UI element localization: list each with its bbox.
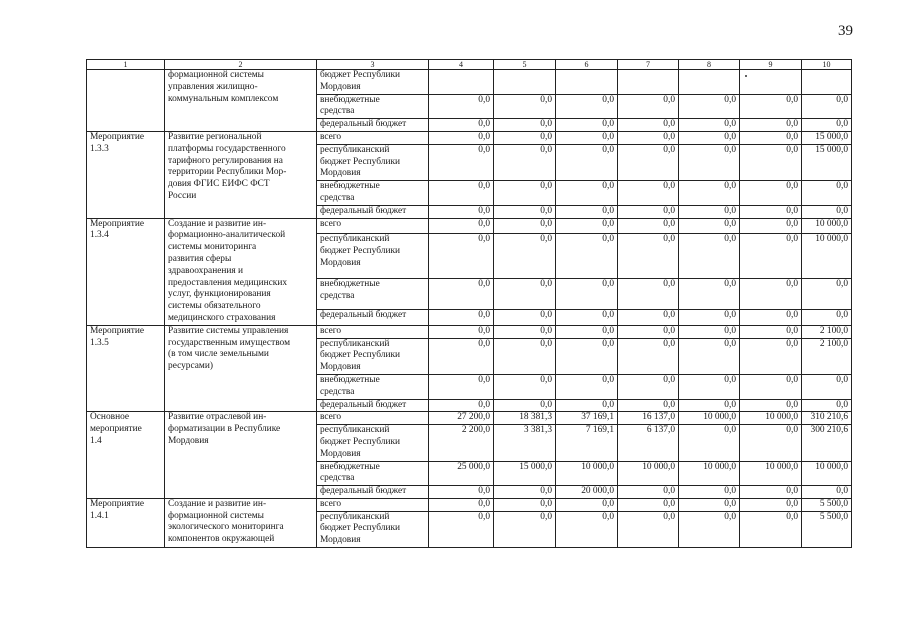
amount-cell: 5 500,0 — [802, 511, 852, 547]
amount-cell: 0,0 — [494, 338, 556, 374]
amount-cell — [740, 70, 802, 95]
amount-cell: 0,0 — [802, 279, 852, 309]
amount-cell: 2 100,0 — [802, 325, 852, 338]
amount-cell: 10 000,0 — [740, 461, 802, 486]
amount-cell: 0,0 — [429, 338, 494, 374]
amount-cell: 0,0 — [556, 234, 618, 279]
funding-source: федеральный бюджет — [317, 205, 429, 218]
amount-cell: 0,0 — [429, 498, 494, 511]
amount-cell: 0,0 — [802, 181, 852, 206]
table-row — [87, 412, 852, 425]
amount-cell: 0,0 — [494, 205, 556, 218]
header-cell: 7 — [618, 60, 679, 70]
funding-source: республиканский бюджет Республики Мордовия — [317, 234, 429, 279]
amount-cell: 0,0 — [679, 94, 740, 119]
amount-cell: 0,0 — [618, 131, 679, 144]
funding-source: республиканский бюджет Республики Мордовия — [317, 144, 429, 180]
funding-source: внебюджетные средства — [317, 279, 429, 309]
header-cell: 6 — [556, 60, 618, 70]
amount-cell: 300 210,6 — [802, 425, 852, 461]
amount-cell: 0,0 — [802, 309, 852, 325]
amount-cell: 0,0 — [802, 486, 852, 499]
amount-cell: 0,0 — [740, 338, 802, 374]
amount-cell: 37 169,1 — [556, 412, 618, 425]
amount-cell: 0,0 — [494, 234, 556, 279]
amount-cell: 0,0 — [679, 218, 740, 234]
amount-cell: 0,0 — [618, 181, 679, 206]
funding-source: всего — [317, 131, 429, 144]
amount-cell: 10 000,0 — [618, 461, 679, 486]
amount-cell: 0,0 — [429, 119, 494, 132]
funding-source: федеральный бюджет — [317, 309, 429, 325]
amount-cell: 0,0 — [494, 131, 556, 144]
measure-code: Мероприятие 1.3.3 — [87, 131, 165, 218]
amount-cell: 0,0 — [740, 374, 802, 399]
amount-cell: 0,0 — [429, 399, 494, 412]
amount-cell: 0,0 — [618, 498, 679, 511]
amount-cell: 0,0 — [740, 181, 802, 206]
header-cell: 4 — [429, 60, 494, 70]
amount-cell: 0,0 — [740, 234, 802, 279]
amount-cell: 0,0 — [494, 218, 556, 234]
funding-source: внебюджетные средства — [317, 94, 429, 119]
amount-cell: 0,0 — [556, 131, 618, 144]
funding-source: внебюджетные средства — [317, 374, 429, 399]
amount-cell: 0,0 — [494, 498, 556, 511]
amount-cell: 0,0 — [740, 498, 802, 511]
amount-cell: 0,0 — [494, 119, 556, 132]
amount-cell: 15 000,0 — [802, 144, 852, 180]
amount-cell: 0,0 — [494, 94, 556, 119]
amount-cell: 0,0 — [618, 205, 679, 218]
amount-cell: 0,0 — [618, 279, 679, 309]
amount-cell: 0,0 — [618, 338, 679, 374]
amount-cell: 0,0 — [802, 205, 852, 218]
amount-cell: 0,0 — [494, 325, 556, 338]
measure-description: Создание и развитие ин- формационно-аналитической системы мониторинга развития сферы здравоохранения и предоставления медицинских услуг, функционирования системы обязательного медицинского страхования — [165, 218, 317, 325]
amount-cell: 310 210,6 — [802, 412, 852, 425]
amount-cell: 27 200,0 — [429, 412, 494, 425]
amount-cell: 10 000,0 — [802, 234, 852, 279]
amount-cell: 0,0 — [429, 94, 494, 119]
amount-cell: 0,0 — [740, 511, 802, 547]
funding-source: всего — [317, 325, 429, 338]
amount-cell: 2 100,0 — [802, 338, 852, 374]
amount-cell: 0,0 — [618, 218, 679, 234]
amount-cell: 0,0 — [679, 498, 740, 511]
header-cell: 1 — [87, 60, 165, 70]
amount-cell: 10 000,0 — [802, 461, 852, 486]
amount-cell: 0,0 — [740, 309, 802, 325]
amount-cell: 10 000,0 — [679, 412, 740, 425]
amount-cell: 0,0 — [679, 325, 740, 338]
amount-cell — [679, 70, 740, 95]
amount-cell: 0,0 — [556, 218, 618, 234]
amount-cell: 0,0 — [494, 181, 556, 206]
amount-cell: 0,0 — [740, 425, 802, 461]
measure-code — [87, 70, 165, 132]
amount-cell — [429, 70, 494, 95]
funding-source: внебюджетные средства — [317, 181, 429, 206]
measure-code: Мероприятие 1.3.4 — [87, 218, 165, 325]
amount-cell: 7 169,1 — [556, 425, 618, 461]
header-cell: 2 — [165, 60, 317, 70]
amount-cell: 0,0 — [740, 218, 802, 234]
amount-cell: 0,0 — [740, 486, 802, 499]
amount-cell: 0,0 — [618, 486, 679, 499]
table-row — [87, 131, 852, 144]
header-cell: 5 — [494, 60, 556, 70]
amount-cell: 0,0 — [679, 205, 740, 218]
amount-cell: 0,0 — [494, 144, 556, 180]
amount-cell — [556, 70, 618, 95]
table-row — [87, 70, 852, 95]
funding-source: федеральный бюджет — [317, 119, 429, 132]
amount-cell: 0,0 — [618, 94, 679, 119]
amount-cell: 0,0 — [802, 94, 852, 119]
amount-cell: 0,0 — [740, 205, 802, 218]
amount-cell: 0,0 — [618, 374, 679, 399]
amount-cell: 0,0 — [679, 399, 740, 412]
amount-cell: 0,0 — [429, 511, 494, 547]
amount-cell: 0,0 — [556, 279, 618, 309]
amount-cell: 0,0 — [556, 181, 618, 206]
amount-cell: 0,0 — [679, 425, 740, 461]
amount-cell: 0,0 — [679, 511, 740, 547]
amount-cell: 0,0 — [618, 144, 679, 180]
measure-description: формационной системы управления жилищно- коммунальным комплексом — [165, 70, 317, 132]
amount-cell: 5 500,0 — [802, 498, 852, 511]
amount-cell: 0,0 — [429, 181, 494, 206]
amount-cell: 0,0 — [618, 309, 679, 325]
funding-source: всего — [317, 498, 429, 511]
amount-cell: 0,0 — [429, 131, 494, 144]
measure-code: Мероприятие 1.4.1 — [87, 498, 165, 547]
amount-cell: 0,0 — [556, 119, 618, 132]
header-cell: 9 — [740, 60, 802, 70]
amount-cell: 10 000,0 — [802, 218, 852, 234]
amount-cell: 0,0 — [679, 131, 740, 144]
amount-cell: 0,0 — [494, 374, 556, 399]
page-number: 39 — [838, 23, 853, 39]
amount-cell: 0,0 — [740, 279, 802, 309]
funding-source: федеральный бюджет — [317, 486, 429, 499]
measure-description: Развитие системы управления государственным имуществом (в том числе земельными ресурсами) — [165, 325, 317, 412]
amount-cell — [802, 70, 852, 95]
amount-cell: 0,0 — [679, 119, 740, 132]
amount-cell: 0,0 — [618, 119, 679, 132]
budget-table — [86, 59, 852, 548]
funding-source: всего — [317, 412, 429, 425]
amount-cell: 0,0 — [802, 119, 852, 132]
amount-cell: 2 200,0 — [429, 425, 494, 461]
amount-cell: 0,0 — [679, 374, 740, 399]
amount-cell: 10 000,0 — [556, 461, 618, 486]
amount-cell: 0,0 — [556, 511, 618, 547]
funding-source: республиканский бюджет Республики Мордовия — [317, 338, 429, 374]
header-cell: 10 — [802, 60, 852, 70]
amount-cell: 0,0 — [740, 144, 802, 180]
amount-cell: 0,0 — [494, 309, 556, 325]
amount-cell: 0,0 — [556, 325, 618, 338]
amount-cell: 0,0 — [429, 374, 494, 399]
amount-cell: 0,0 — [740, 325, 802, 338]
funding-source: внебюджетные средства — [317, 461, 429, 486]
amount-cell: 0,0 — [494, 486, 556, 499]
amount-cell — [494, 70, 556, 95]
table-row — [87, 218, 852, 234]
amount-cell: 0,0 — [679, 486, 740, 499]
funding-source: республиканский бюджет Республики Мордовия — [317, 425, 429, 461]
header-row — [87, 60, 852, 70]
amount-cell: 0,0 — [556, 94, 618, 119]
amount-cell: 0,0 — [556, 309, 618, 325]
amount-cell: 0,0 — [494, 279, 556, 309]
amount-cell: 0,0 — [618, 234, 679, 279]
measure-description: Развитие отраслевой ин- форматизации в Республике Мордовия — [165, 412, 317, 499]
funding-source: республиканский бюджет Республики Мордовия — [317, 511, 429, 547]
amount-cell: 15 000,0 — [494, 461, 556, 486]
amount-cell: 0,0 — [556, 144, 618, 180]
measure-code: Мероприятие 1.3.5 — [87, 325, 165, 412]
amount-cell: 0,0 — [740, 94, 802, 119]
amount-cell: 0,0 — [679, 279, 740, 309]
amount-cell: 15 000,0 — [802, 131, 852, 144]
amount-cell: 0,0 — [429, 309, 494, 325]
measure-code: Основное мероприятие 1.4 — [87, 412, 165, 499]
amount-cell: 0,0 — [679, 309, 740, 325]
amount-cell: 0,0 — [556, 205, 618, 218]
amount-cell — [618, 70, 679, 95]
amount-cell: 0,0 — [429, 486, 494, 499]
amount-cell: 25 000,0 — [429, 461, 494, 486]
amount-cell: 3 381,3 — [494, 425, 556, 461]
amount-cell: 0,0 — [429, 234, 494, 279]
amount-cell: 20 000,0 — [556, 486, 618, 499]
amount-cell: 0,0 — [618, 399, 679, 412]
measure-description: Развитие региональной платформы государственного тарифного регулирования на территории Республики Мор- довия ФГИС ЕИФС ФСТ России — [165, 131, 317, 218]
amount-cell: 16 137,0 — [618, 412, 679, 425]
amount-cell: 0,0 — [679, 234, 740, 279]
amount-cell: 0,0 — [429, 325, 494, 338]
amount-cell: 0,0 — [556, 338, 618, 374]
funding-source: федеральный бюджет — [317, 399, 429, 412]
amount-cell: 0,0 — [802, 374, 852, 399]
amount-cell: 10 000,0 — [679, 461, 740, 486]
amount-cell: 10 000,0 — [740, 412, 802, 425]
amount-cell: 0,0 — [618, 325, 679, 338]
amount-cell: 0,0 — [429, 218, 494, 234]
amount-cell: 0,0 — [429, 279, 494, 309]
table-row — [87, 325, 852, 338]
amount-cell: 0,0 — [556, 498, 618, 511]
header-cell: 3 — [317, 60, 429, 70]
amount-cell: 0,0 — [679, 338, 740, 374]
amount-cell: 0,0 — [618, 511, 679, 547]
amount-cell: 0,0 — [494, 399, 556, 412]
amount-cell: 0,0 — [494, 511, 556, 547]
amount-cell: 0,0 — [740, 131, 802, 144]
amount-cell: 0,0 — [556, 399, 618, 412]
header-cell: 8 — [679, 60, 740, 70]
funding-source: бюджет Республики Мордовия — [317, 70, 429, 95]
funding-source: всего — [317, 218, 429, 234]
amount-cell: 0,0 — [679, 144, 740, 180]
measure-description: Создание и развитие ин- формационной системы экологического мониторинга компонентов окружающей — [165, 498, 317, 547]
table-row — [87, 498, 852, 511]
amount-cell: 0,0 — [679, 181, 740, 206]
amount-cell: 0,0 — [429, 144, 494, 180]
amount-cell: 0,0 — [802, 399, 852, 412]
amount-cell: 0,0 — [556, 374, 618, 399]
amount-cell: 0,0 — [740, 399, 802, 412]
amount-cell: 6 137,0 — [618, 425, 679, 461]
amount-cell: 0,0 — [740, 119, 802, 132]
amount-cell: 18 381,3 — [494, 412, 556, 425]
amount-cell: 0,0 — [429, 205, 494, 218]
